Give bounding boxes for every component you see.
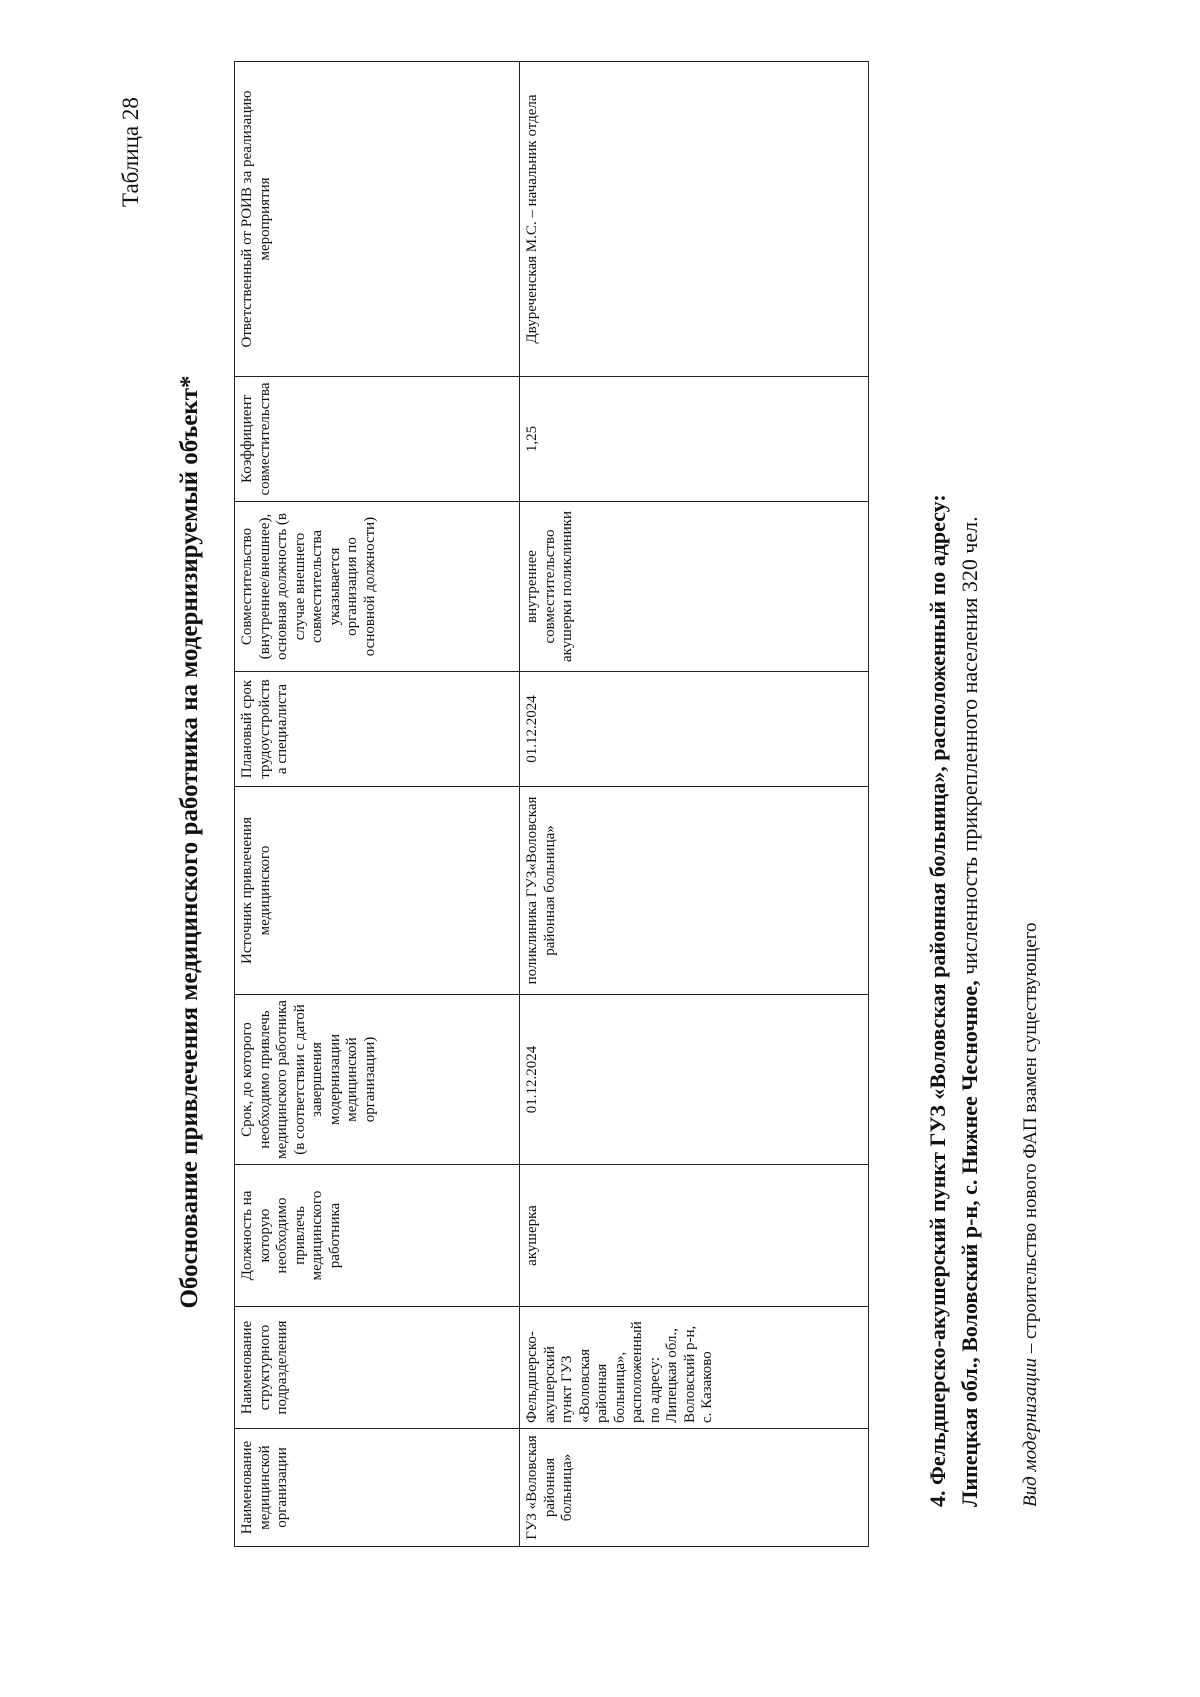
staffing-table	[234, 61, 869, 1547]
facility-heading: 4. Фельдшерско-акушерский пункт ГУЗ «Воловская районная больница», расположенный по адресу:	[925, 494, 950, 1507]
header-cell: Плановый срок трудоустройства специалиста	[235, 672, 520, 787]
population-text: численность прикрепленного населения 320 чел.	[957, 516, 982, 981]
table-number-label: Таблица 28	[118, 97, 143, 207]
header-cell: Ответственный от РОИВ за реализацию мероприятия	[235, 62, 520, 377]
cell-organization: ГУЗ «Воловская районная больница»	[520, 1429, 869, 1547]
header-cell: Коэффициент совместительства	[235, 377, 520, 502]
cell-planned-date: 01.12.2024	[520, 672, 869, 787]
header-cell: Наименование медицинской организации	[235, 1429, 520, 1547]
header-cell: Должность на которую необходимо привлечь медицинского работника	[235, 1165, 520, 1307]
document-title: Обоснование привлечения медицинского работника на модернизируемый объект*	[176, 375, 203, 1309]
address-bold: Липецкая обл., Воловский р-н, с. Нижнее Чесночное,	[957, 980, 982, 1507]
header-cell: Совместительство (внутреннее/внешнее), основная должность (в случае внешнего совместительства указывается организация по основной должности)	[235, 502, 520, 672]
modernization-label: Вид модернизации	[1020, 1358, 1041, 1507]
facility-address	[957, 516, 983, 1507]
modernization-type	[1020, 922, 1042, 1507]
header-cell: Наименование структурного подразделения	[235, 1307, 520, 1429]
cell-subdivision: Фельдшерско-акушерский пункт ГУЗ «Воловская районная больница», расположенный по адресу: Липецкая обл., Воловский р-н, с. Казаково	[520, 1307, 869, 1429]
header-cell: Источник привлечения медицинского	[235, 787, 520, 995]
modernization-text: – строительство нового ФАП взамен существующего	[1020, 922, 1041, 1359]
cell-responsible: Двуреченская М.С. – начальник отдела	[520, 62, 869, 377]
cell-part-time: внутреннее совместительство акушерки поликлиники	[520, 502, 869, 672]
cell-position: акушерка	[520, 1165, 869, 1307]
table-row	[520, 62, 869, 1547]
cell-deadline: 01.12.2024	[520, 995, 869, 1165]
header-cell: Срок, до которого необходимо привлечь медицинского работника (в соответствии с датой завершения модернизации медицинской организации)	[235, 995, 520, 1165]
cell-coefficient: 1,25	[520, 377, 869, 502]
cell-source: поликлиника ГУЗ«Воловская районная больница»	[520, 787, 869, 995]
table-header-row	[235, 62, 520, 1547]
